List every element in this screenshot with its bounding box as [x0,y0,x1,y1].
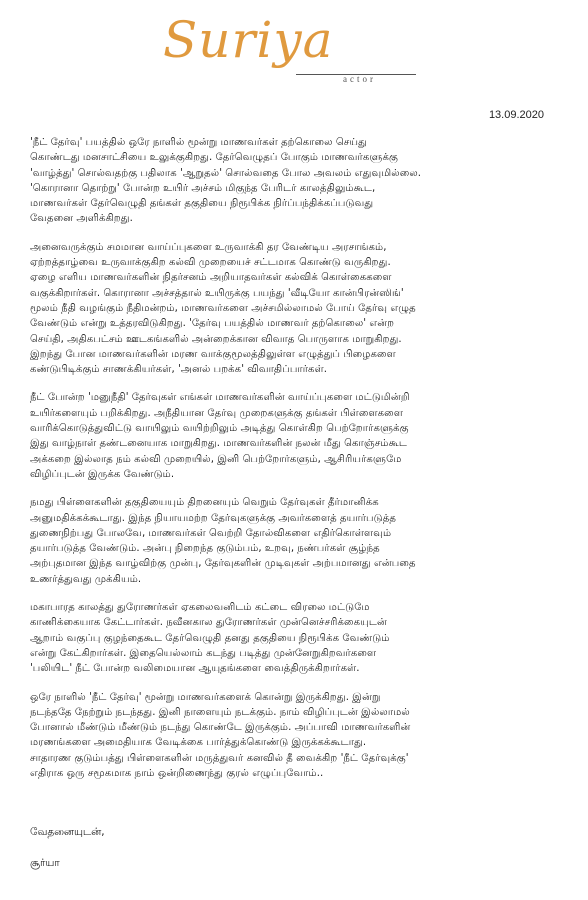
paragraph-line: தயார்படுத்த வேண்டும். அன்பு நிறைந்த குடும்பம், உறவு, நண்பர்கள் சூழ்ந்த [30,543,380,555]
logo-wordmark: Suriya [163,11,334,69]
paragraph [30,135,562,227]
paragraph-line: சாதாரண குடும்பத்து பிள்ளைகளின் மருத்துவர் கனவில் தீ வைக்கிற 'நீட் தேர்வுக்கு' [30,752,409,764]
letter-closing: வேதனையுடன், [30,826,105,838]
paragraph-line: இது வாழ்நாள் தண்டனையாக மாறுகிறது. மாணவர்களின் நலன் மீது கொஞ்சம்கூட [30,438,407,450]
paragraph-line: 'கொரானா தொற்று' போன்ற உயிர் அச்சம் மிகுந்த பேரிடர் காலத்திலும்கூட, [30,182,376,194]
paragraph [30,390,562,482]
paragraph-line: 'பலியிட' நீட் போன்ற வலிமையான ஆயுதங்களை வைத்திருக்கிறார்கள். [30,663,360,675]
paragraph-line: கொண்டது மனசாட்சியை உலுக்குகிறது. தேர்வெழுதப் போகும் மாணவர்களுக்கு [30,152,398,164]
paragraph-line: ஆறாம் வகுப்பு குழந்தைகூட தேர்வெழுதி தனது தகுதியை நிரூபிக்க வேண்டும் [30,632,390,644]
paragraph-line: அற்புதமான இந்த வாழ்விற்கு முன்பு, தேர்வுகளின் முடிவுகள் அற்பமானது என்பதை [30,558,416,570]
paragraph-line: மாணவர்கள் தேர்வெழுதி தங்கள் தகுதியை நிரூபிக்க நிர்ப்பந்திக்கப்படுவது [30,198,374,210]
paragraph [30,690,562,782]
paragraph-line: ஏழை எளிய மாணவர்களின் நிதர்சனம் அறியாதவர்கள் கல்விக் கொள்கைகளை [30,272,392,284]
paragraph [30,600,562,676]
paragraph-line: கண்டுபிடிக்கும் சாணக்கியர்கள், 'அனல் பறக்க' விவாதிப்பார்கள். [30,364,327,376]
letter-signature: சூர்யா [30,857,60,869]
paragraph-line: நீட் போன்ற 'மனுநீதி' தேர்வுகள் எங்கள் மாணவர்களின் வாய்ப்புகளை மட்டுமின்றி [30,392,410,404]
paragraph-line: எதிராக ஒரு சமூகமாக நாம் ஒன்றிணைந்து குரல் எழுப்புவோம்.. [30,767,324,779]
paragraph-line: உணர்த்துவது முக்கியம். [30,573,142,585]
paragraph-line: நடந்ததே நேற்றும் நடந்தது. இனி நாளையும் நடக்கும். நாம் விழிப்புடன் இல்லாமல் [30,706,410,718]
paragraph-line: 'வாழ்த்து' சொல்வதற்கு பதிலாக 'ஆறுதல்' சொல்வதை போல அவலம் எதுவுமில்லை. [30,167,422,179]
paragraph [30,240,562,378]
paragraph-line: மகாபாரத காலத்து துரோணர்கள் ஏகலைவனிடம் கட்டை விரலை மட்டுமே [30,602,370,614]
paragraph-line: துணைநிற்பது போலவே, மாணவர்கள் வெற்றி தோல்விகளை எதிர்கொள்ளவும் [30,527,392,539]
paragraph [30,495,562,587]
paragraph-line: வாரிக்கொடுத்துவிட்டு வாயிலும் வயிற்றிலும் அடித்து கொள்கிற பெற்றோர்களுக்கு [30,423,409,435]
paragraph-line: காணிக்கையாக கேட்டார்கள். நவீனகால துரோணர்கள் முன்னெச்சரிக்கையுடன் [30,617,387,629]
paragraph-line: மூலம் நீதி வழங்கும் நீதிமன்றம், மாணவர்களை அச்சமில்லாமல் போய் தேர்வு எழுத [30,302,416,314]
paragraph-line: மரணங்களை அமைதியாக வேடிக்கை பார்த்துக்கொண்டு இருக்கக்கூடாது. [30,737,367,749]
paragraph-line: அனுமதிக்கக்கூடாது. இந்த நியாயமற்ற தேர்வுகளுக்கு அவர்களைத் தயார்படுத்த [30,512,396,524]
paragraph-line: உயிர்களையும் பறிக்கிறது. அநீதியான தேர்வு முறைகளுக்கு தங்கள் பிள்ளைகளை [30,407,404,419]
paragraph-line: விழிப்புடன் இருக்க வேண்டும். [30,468,175,480]
paragraph-line: அனைவருக்கும் சமமான வாய்ப்புகளை உருவாக்கி தர வேண்டிய அரசாங்கம், [30,241,387,253]
paragraph-line: நமது பிள்ளைகளின் தகுதியையும் திறனையும் வெறும் தேர்வுகள் தீர்மானிக்க [30,497,379,509]
paragraph-line: இறந்து போன மாணவர்களின் மரண வாக்குமூலத்திலுள்ள எழுத்துப் பிழைகளை [30,348,396,360]
paragraph-line: வகுக்கிறார்கள். கொரானா அச்சத்தால் உயிருக்கு பயந்து 'வீடியோ கான்பிரன்ஸிங்' [30,287,404,299]
letter-body [30,135,562,794]
letterhead [0,0,588,100]
paragraph-line: செய்தி, அதிகபட்சம் ஊடகங்களில் அன்றைக்கான விவாத பொருளாக மாறுகிறது. [30,333,402,345]
paragraph-line: என்று கேட்கிறார்கள். இதையெல்லாம் கடந்து படித்து முன்னேறுகிறவர்களை [30,647,377,659]
paragraph-line: வேதனை அளிக்கிறது. [30,213,133,225]
paragraph-line: ஒரே நாளில் 'நீட் தேர்வு' மூன்று மாணவர்களைக் கொன்று இருக்கிறது. இன்று [30,691,381,703]
paragraph-line: அக்கறை இல்லாத நம் கல்வி முறையில், இனி பெற்றோர்களும், ஆசிரியர்களுமே [30,453,402,465]
paragraph-line: 'நீட் தேர்வு' பயத்தில் ஒரே நாளில் மூன்று மாணவர்கள் தற்கொலை செய்து [30,137,367,148]
logo-subtitle: actor [343,74,376,84]
letter-date: 13.09.2020 [488,109,544,121]
paragraph-line: போனால் மீண்டும் மீண்டும் நடந்து கொண்டே இருக்கும். அப்பாவி மாணவர்களின் [30,722,411,734]
paragraph-line: வேண்டும் என்று உத்தரவிடுகிறது. 'தேர்வு பயத்தில் மாணவர் தற்கொலை' என்ற [30,318,395,330]
paragraph-line: ஏற்றத்தாழ்வை உருவாக்குகிற கல்வி முறையைச் சட்டமாக கொண்டு வருகிறது. [30,257,391,269]
